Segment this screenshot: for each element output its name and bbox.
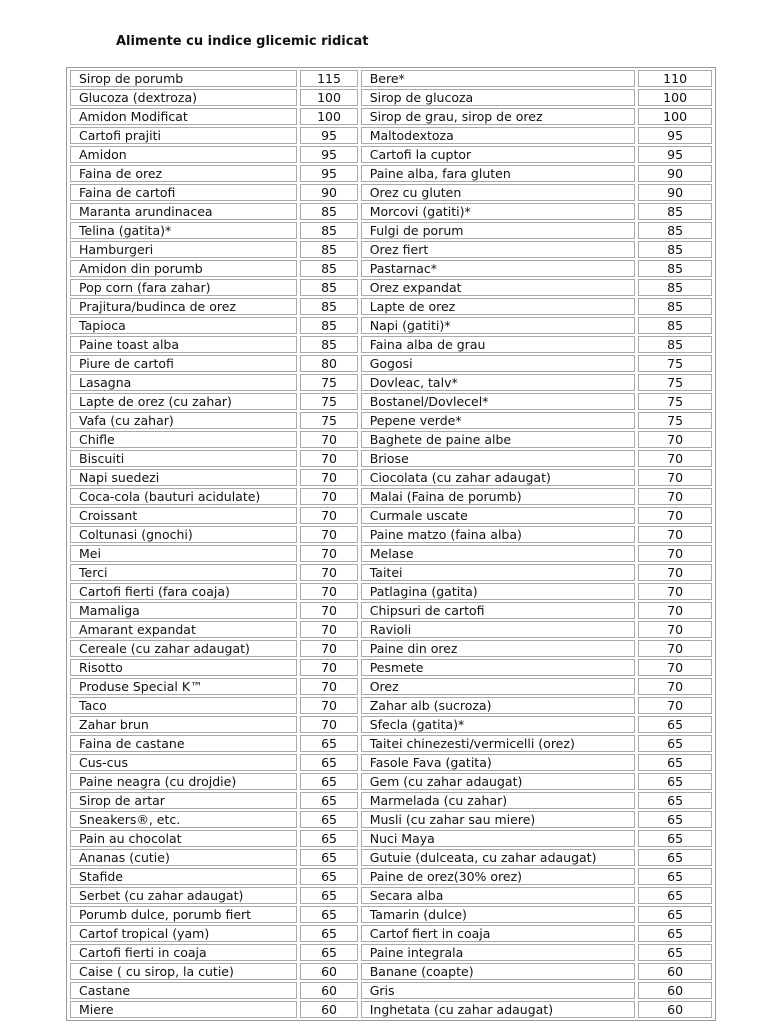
gi-value-left: 70 bbox=[300, 507, 357, 524]
food-name-left: Ananas (cutie) bbox=[70, 849, 297, 866]
gi-value-right: 65 bbox=[638, 811, 712, 828]
food-name-right: Bostanel/Dovlecel* bbox=[361, 393, 636, 410]
table-row bbox=[70, 469, 712, 486]
table-row bbox=[70, 792, 712, 809]
gi-value-right: 95 bbox=[638, 146, 712, 163]
table-row bbox=[70, 583, 712, 600]
table-row bbox=[70, 906, 712, 923]
food-name-right: Faina alba de grau bbox=[361, 336, 636, 353]
food-name-left: Cereale (cu zahar adaugat) bbox=[70, 640, 297, 657]
table-row bbox=[70, 602, 712, 619]
food-name-left: Maranta arundinacea bbox=[70, 203, 297, 220]
gi-value-right: 65 bbox=[638, 868, 712, 885]
gi-value-left: 65 bbox=[300, 944, 357, 961]
table-row bbox=[70, 716, 712, 733]
food-name-left: Cartofi fierti in coaja bbox=[70, 944, 297, 961]
table-row bbox=[70, 887, 712, 904]
food-name-right: Sirop de glucoza bbox=[361, 89, 636, 106]
food-name-right: Cartof fiert in coaja bbox=[361, 925, 636, 942]
food-name-right: Paine integrala bbox=[361, 944, 636, 961]
table-row bbox=[70, 773, 712, 790]
table-row bbox=[70, 317, 712, 334]
food-name-right: Nuci Maya bbox=[361, 830, 636, 847]
gi-value-right: 75 bbox=[638, 393, 712, 410]
table-row bbox=[70, 735, 712, 752]
table-row bbox=[70, 431, 712, 448]
gi-value-left: 60 bbox=[300, 963, 357, 980]
food-name-right: Tamarin (dulce) bbox=[361, 906, 636, 923]
gi-value-left: 100 bbox=[300, 108, 357, 125]
food-name-right: Paine alba, fara gluten bbox=[361, 165, 636, 182]
table-row bbox=[70, 507, 712, 524]
gi-value-left: 70 bbox=[300, 545, 357, 562]
food-name-right: Dovleac, talv* bbox=[361, 374, 636, 391]
gi-value-right: 100 bbox=[638, 89, 712, 106]
food-name-left: Risotto bbox=[70, 659, 297, 676]
gi-value-right: 75 bbox=[638, 412, 712, 429]
gi-value-left: 70 bbox=[300, 716, 357, 733]
table-body bbox=[70, 70, 712, 1018]
food-name-left: Prajitura/budinca de orez bbox=[70, 298, 297, 315]
gi-value-right: 65 bbox=[638, 754, 712, 771]
table-row bbox=[70, 849, 712, 866]
food-name-left: Vafa (cu zahar) bbox=[70, 412, 297, 429]
food-name-left: Taco bbox=[70, 697, 297, 714]
food-name-left: Pop corn (fara zahar) bbox=[70, 279, 297, 296]
gi-value-left: 70 bbox=[300, 659, 357, 676]
gi-value-right: 60 bbox=[638, 982, 712, 999]
gi-value-right: 65 bbox=[638, 887, 712, 904]
table-row bbox=[70, 545, 712, 562]
gi-value-left: 70 bbox=[300, 640, 357, 657]
gi-value-right: 70 bbox=[638, 488, 712, 505]
food-name-right: Orez expandat bbox=[361, 279, 636, 296]
page-title: Alimente cu indice glicemic ridicat bbox=[116, 34, 369, 49]
food-name-left: Amidon bbox=[70, 146, 297, 163]
food-name-left: Sirop de porumb bbox=[70, 70, 297, 87]
food-name-left: Tapioca bbox=[70, 317, 297, 334]
food-name-left: Chifle bbox=[70, 431, 297, 448]
table-row bbox=[70, 982, 712, 999]
food-name-right: Maltodextoza bbox=[361, 127, 636, 144]
food-name-left: Porumb dulce, porumb fiert bbox=[70, 906, 297, 923]
gi-value-right: 70 bbox=[638, 659, 712, 676]
gi-value-left: 75 bbox=[300, 393, 357, 410]
food-name-left: Serbet (cu zahar adaugat) bbox=[70, 887, 297, 904]
food-name-right: Morcovi (gatiti)* bbox=[361, 203, 636, 220]
food-name-right: Inghetata (cu zahar adaugat) bbox=[361, 1001, 636, 1018]
food-name-right: Gris bbox=[361, 982, 636, 999]
gi-value-right: 70 bbox=[638, 507, 712, 524]
food-name-left: Stafide bbox=[70, 868, 297, 885]
gi-value-right: 65 bbox=[638, 792, 712, 809]
food-name-right: Marmelada (cu zahar) bbox=[361, 792, 636, 809]
gi-value-right: 75 bbox=[638, 374, 712, 391]
food-name-right: Orez cu gluten bbox=[361, 184, 636, 201]
food-name-left: Sneakers®, etc. bbox=[70, 811, 297, 828]
food-name-right: Lapte de orez bbox=[361, 298, 636, 315]
table-row bbox=[70, 640, 712, 657]
food-name-right: Pepene verde* bbox=[361, 412, 636, 429]
gi-value-right: 85 bbox=[638, 298, 712, 315]
gi-value-left: 70 bbox=[300, 431, 357, 448]
gi-value-left: 65 bbox=[300, 811, 357, 828]
table-row bbox=[70, 697, 712, 714]
food-name-left: Lapte de orez (cu zahar) bbox=[70, 393, 297, 410]
gi-value-right: 70 bbox=[638, 450, 712, 467]
food-name-right: Patlagina (gatita) bbox=[361, 583, 636, 600]
gi-value-left: 65 bbox=[300, 868, 357, 885]
food-name-left: Coca-cola (bauturi acidulate) bbox=[70, 488, 297, 505]
food-name-left: Zahar brun bbox=[70, 716, 297, 733]
gi-value-right: 70 bbox=[638, 640, 712, 657]
food-name-left: Faina de orez bbox=[70, 165, 297, 182]
gi-value-right: 70 bbox=[638, 545, 712, 562]
gi-value-right: 70 bbox=[638, 564, 712, 581]
table-row bbox=[70, 659, 712, 676]
table-row bbox=[70, 108, 712, 125]
food-name-right: Pesmete bbox=[361, 659, 636, 676]
gi-value-right: 110 bbox=[638, 70, 712, 87]
table-row bbox=[70, 374, 712, 391]
gi-value-left: 65 bbox=[300, 925, 357, 942]
food-name-right: Napi (gatiti)* bbox=[361, 317, 636, 334]
food-name-left: Croissant bbox=[70, 507, 297, 524]
food-name-right: Paine matzo (faina alba) bbox=[361, 526, 636, 543]
gi-value-right: 65 bbox=[638, 925, 712, 942]
gi-value-right: 65 bbox=[638, 830, 712, 847]
table-row bbox=[70, 830, 712, 847]
food-name-right: Malai (Faina de porumb) bbox=[361, 488, 636, 505]
food-name-left: Hamburgeri bbox=[70, 241, 297, 258]
food-name-right: Chipsuri de cartofi bbox=[361, 602, 636, 619]
food-name-left: Mei bbox=[70, 545, 297, 562]
table-row bbox=[70, 1001, 712, 1018]
gi-value-left: 115 bbox=[300, 70, 357, 87]
gi-value-left: 65 bbox=[300, 773, 357, 790]
gi-value-right: 70 bbox=[638, 621, 712, 638]
table-row bbox=[70, 241, 712, 258]
food-name-right: Ravioli bbox=[361, 621, 636, 638]
food-name-left: Paine toast alba bbox=[70, 336, 297, 353]
gi-value-right: 60 bbox=[638, 963, 712, 980]
gi-value-left: 75 bbox=[300, 374, 357, 391]
food-name-right: Musli (cu zahar sau miere) bbox=[361, 811, 636, 828]
table-row bbox=[70, 412, 712, 429]
table-row bbox=[70, 925, 712, 942]
table-row bbox=[70, 678, 712, 695]
food-name-right: Taitei bbox=[361, 564, 636, 581]
table-row bbox=[70, 963, 712, 980]
food-name-left: Cus-cus bbox=[70, 754, 297, 771]
gi-value-right: 90 bbox=[638, 165, 712, 182]
table-row bbox=[70, 526, 712, 543]
food-name-right: Gogosi bbox=[361, 355, 636, 372]
gi-value-left: 70 bbox=[300, 564, 357, 581]
gi-value-right: 65 bbox=[638, 735, 712, 752]
food-name-left: Biscuiti bbox=[70, 450, 297, 467]
food-name-right: Secara alba bbox=[361, 887, 636, 904]
table-row bbox=[70, 298, 712, 315]
gi-value-left: 70 bbox=[300, 450, 357, 467]
food-name-right: Orez fiert bbox=[361, 241, 636, 258]
food-name-right: Gutuie (dulceata, cu zahar adaugat) bbox=[361, 849, 636, 866]
food-name-left: Cartof tropical (yam) bbox=[70, 925, 297, 942]
gi-value-right: 70 bbox=[638, 526, 712, 543]
gi-value-right: 85 bbox=[638, 317, 712, 334]
gi-value-right: 85 bbox=[638, 241, 712, 258]
table-row bbox=[70, 811, 712, 828]
table-row bbox=[70, 393, 712, 410]
food-name-right: Bere* bbox=[361, 70, 636, 87]
table-row bbox=[70, 336, 712, 353]
gi-value-right: 65 bbox=[638, 773, 712, 790]
gi-value-left: 70 bbox=[300, 621, 357, 638]
gi-value-right: 85 bbox=[638, 203, 712, 220]
gi-value-left: 70 bbox=[300, 583, 357, 600]
food-name-left: Cartofi fierti (fara coaja) bbox=[70, 583, 297, 600]
gi-value-left: 85 bbox=[300, 279, 357, 296]
table-row bbox=[70, 944, 712, 961]
food-name-right: Taitei chinezesti/vermicelli (orez) bbox=[361, 735, 636, 752]
food-name-left: Sirop de artar bbox=[70, 792, 297, 809]
table-row bbox=[70, 222, 712, 239]
food-name-left: Glucoza (dextroza) bbox=[70, 89, 297, 106]
gi-value-right: 70 bbox=[638, 469, 712, 486]
food-name-left: Telina (gatita)* bbox=[70, 222, 297, 239]
gi-value-right: 85 bbox=[638, 336, 712, 353]
food-name-left: Piure de cartofi bbox=[70, 355, 297, 372]
food-name-right: Paine din orez bbox=[361, 640, 636, 657]
gi-value-left: 65 bbox=[300, 906, 357, 923]
food-name-left: Cartofi prajiti bbox=[70, 127, 297, 144]
food-name-left: Faina de cartofi bbox=[70, 184, 297, 201]
gi-value-left: 65 bbox=[300, 735, 357, 752]
gi-value-left: 65 bbox=[300, 754, 357, 771]
gi-value-left: 85 bbox=[300, 317, 357, 334]
food-name-left: Caise ( cu sirop, la cutie) bbox=[70, 963, 297, 980]
table-row bbox=[70, 564, 712, 581]
food-name-left: Produse Special K™ bbox=[70, 678, 297, 695]
food-name-right: Banane (coapte) bbox=[361, 963, 636, 980]
gi-value-left: 80 bbox=[300, 355, 357, 372]
gi-value-left: 70 bbox=[300, 697, 357, 714]
table-row bbox=[70, 127, 712, 144]
gi-value-left: 85 bbox=[300, 241, 357, 258]
food-name-left: Mamaliga bbox=[70, 602, 297, 619]
table-row bbox=[70, 450, 712, 467]
gi-value-right: 70 bbox=[638, 431, 712, 448]
food-name-left: Miere bbox=[70, 1001, 297, 1018]
food-name-right: Baghete de paine albe bbox=[361, 431, 636, 448]
gi-value-left: 85 bbox=[300, 298, 357, 315]
food-name-left: Amarant expandat bbox=[70, 621, 297, 638]
food-name-left: Lasagna bbox=[70, 374, 297, 391]
gi-value-right: 65 bbox=[638, 849, 712, 866]
gi-value-left: 65 bbox=[300, 792, 357, 809]
food-name-left: Napi suedezi bbox=[70, 469, 297, 486]
gi-value-left: 90 bbox=[300, 184, 357, 201]
food-name-right: Zahar alb (sucroza) bbox=[361, 697, 636, 714]
gi-value-right: 65 bbox=[638, 944, 712, 961]
gi-value-left: 70 bbox=[300, 469, 357, 486]
table-row bbox=[70, 146, 712, 163]
food-name-left: Faina de castane bbox=[70, 735, 297, 752]
gi-value-left: 65 bbox=[300, 887, 357, 904]
table-row bbox=[70, 184, 712, 201]
table-row bbox=[70, 868, 712, 885]
food-name-left: Amidon din porumb bbox=[70, 260, 297, 277]
gi-value-left: 95 bbox=[300, 127, 357, 144]
gi-value-left: 85 bbox=[300, 222, 357, 239]
food-name-right: Fulgi de porum bbox=[361, 222, 636, 239]
table-row bbox=[70, 260, 712, 277]
gi-value-left: 85 bbox=[300, 203, 357, 220]
glycemic-index-table bbox=[66, 67, 716, 1021]
gi-value-left: 85 bbox=[300, 260, 357, 277]
food-name-left: Coltunasi (gnochi) bbox=[70, 526, 297, 543]
table-row bbox=[70, 754, 712, 771]
gi-value-left: 70 bbox=[300, 488, 357, 505]
food-name-right: Cartofi la cuptor bbox=[361, 146, 636, 163]
gi-value-right: 75 bbox=[638, 355, 712, 372]
food-name-left: Pain au chocolat bbox=[70, 830, 297, 847]
gi-value-left: 70 bbox=[300, 526, 357, 543]
table-row bbox=[70, 279, 712, 296]
gi-value-right: 90 bbox=[638, 184, 712, 201]
food-name-right: Curmale uscate bbox=[361, 507, 636, 524]
gi-value-left: 65 bbox=[300, 849, 357, 866]
gi-value-right: 85 bbox=[638, 260, 712, 277]
table-row bbox=[70, 70, 712, 87]
gi-value-left: 70 bbox=[300, 678, 357, 695]
food-name-left: Castane bbox=[70, 982, 297, 999]
gi-value-left: 70 bbox=[300, 602, 357, 619]
food-name-right: Gem (cu zahar adaugat) bbox=[361, 773, 636, 790]
gi-value-right: 100 bbox=[638, 108, 712, 125]
food-name-right: Fasole Fava (gatita) bbox=[361, 754, 636, 771]
table-row bbox=[70, 488, 712, 505]
gi-value-left: 60 bbox=[300, 982, 357, 999]
food-name-left: Terci bbox=[70, 564, 297, 581]
gi-value-left: 65 bbox=[300, 830, 357, 847]
table-row bbox=[70, 355, 712, 372]
gi-value-right: 85 bbox=[638, 222, 712, 239]
gi-value-left: 60 bbox=[300, 1001, 357, 1018]
table-row bbox=[70, 165, 712, 182]
food-name-right: Paine de orez(30% orez) bbox=[361, 868, 636, 885]
food-name-right: Melase bbox=[361, 545, 636, 562]
table-row bbox=[70, 621, 712, 638]
food-name-right: Orez bbox=[361, 678, 636, 695]
food-name-right: Sfecla (gatita)* bbox=[361, 716, 636, 733]
gi-value-right: 95 bbox=[638, 127, 712, 144]
gi-value-left: 100 bbox=[300, 89, 357, 106]
gi-value-right: 60 bbox=[638, 1001, 712, 1018]
table-row bbox=[70, 89, 712, 106]
gi-value-right: 70 bbox=[638, 602, 712, 619]
gi-value-right: 85 bbox=[638, 279, 712, 296]
food-name-left: Amidon Modificat bbox=[70, 108, 297, 125]
gi-value-right: 70 bbox=[638, 697, 712, 714]
gi-value-right: 70 bbox=[638, 678, 712, 695]
food-name-left: Paine neagra (cu drojdie) bbox=[70, 773, 297, 790]
gi-value-right: 65 bbox=[638, 716, 712, 733]
gi-value-left: 95 bbox=[300, 165, 357, 182]
gi-value-right: 65 bbox=[638, 906, 712, 923]
food-name-right: Sirop de grau, sirop de orez bbox=[361, 108, 636, 125]
gi-value-right: 70 bbox=[638, 583, 712, 600]
gi-value-left: 85 bbox=[300, 336, 357, 353]
food-name-right: Pastarnac* bbox=[361, 260, 636, 277]
gi-value-left: 95 bbox=[300, 146, 357, 163]
gi-value-left: 75 bbox=[300, 412, 357, 429]
food-name-right: Ciocolata (cu zahar adaugat) bbox=[361, 469, 636, 486]
food-name-right: Briose bbox=[361, 450, 636, 467]
table-row bbox=[70, 203, 712, 220]
